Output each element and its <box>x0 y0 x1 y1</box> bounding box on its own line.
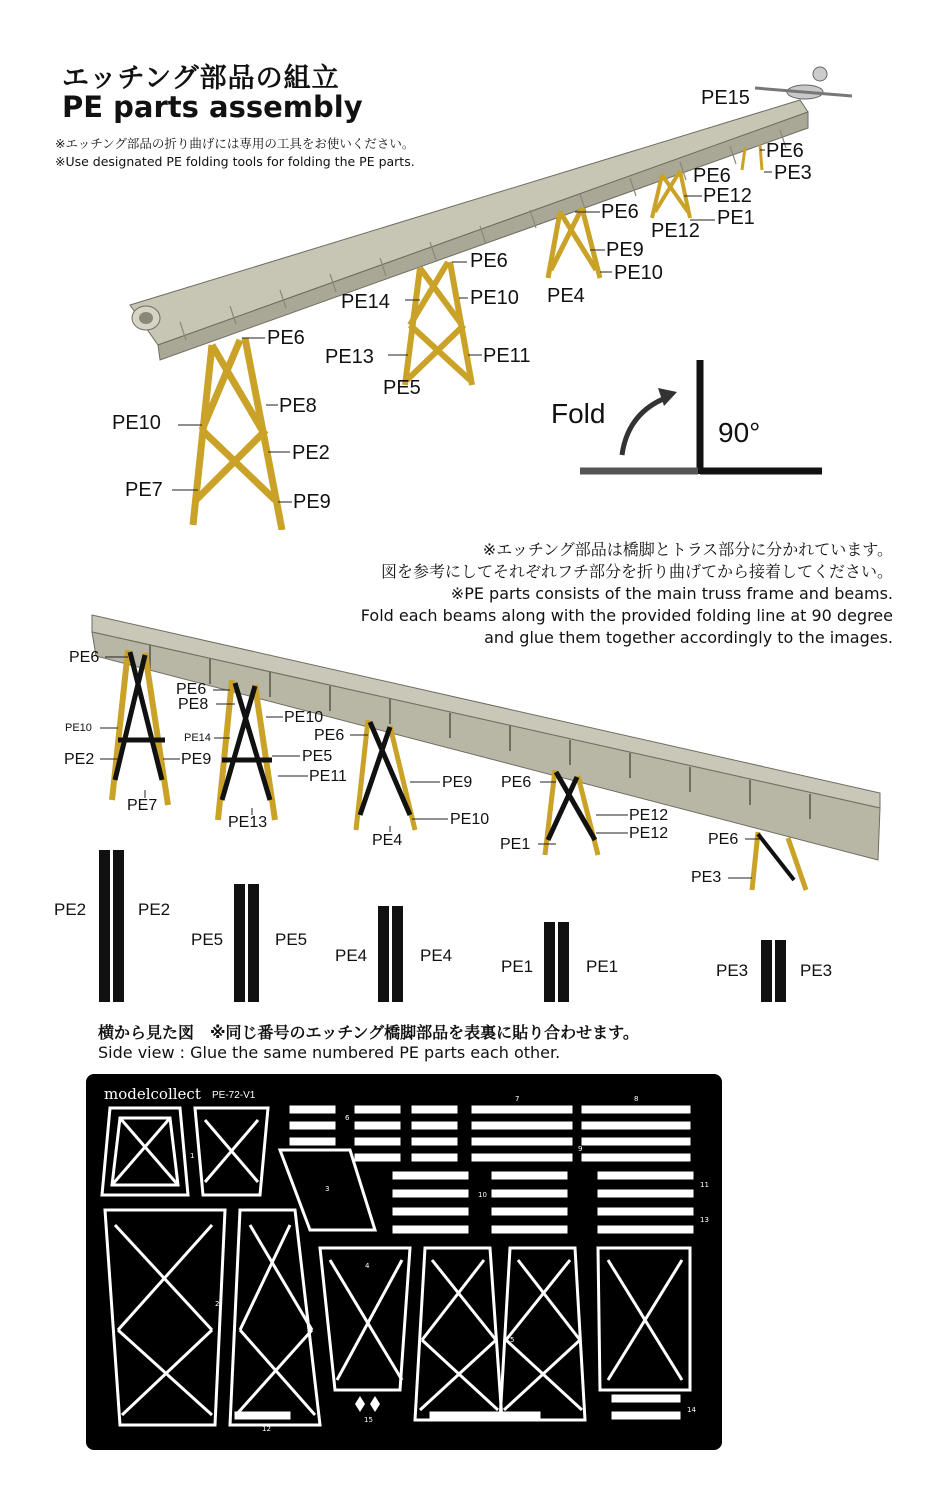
f2-label-pe13: PE13 <box>228 814 268 831</box>
f1-label-pe10-c: PE10 <box>112 412 161 434</box>
title-en: PE parts assembly <box>62 90 363 124</box>
fret-number-12: 12 <box>262 1425 271 1433</box>
fret-number-4: 4 <box>365 1262 370 1270</box>
f1-label-pe15: PE15 <box>701 87 750 109</box>
instruction-jp-2: 図を参考にしてそれぞれフチ部分を折り曲げてから接着してください。 <box>380 562 893 581</box>
f1-label-pe6-a: PE6 <box>766 140 804 162</box>
f2-label-pe10-a: PE10 <box>65 722 92 734</box>
f1-label-pe2: PE2 <box>292 442 330 464</box>
side-label-pe2-right: PE2 <box>138 900 171 919</box>
f2-label-pe12-b: PE12 <box>629 825 669 842</box>
f1-label-pe1: PE1 <box>717 207 755 229</box>
instruction-en-3: and glue them together accordingly to the images. <box>484 628 893 647</box>
f2-label-pe9-a: PE9 <box>181 751 212 768</box>
fret-number-14: 14 <box>687 1406 696 1414</box>
f2-label-pe9-b: PE9 <box>442 774 473 791</box>
f2-label-pe2: PE2 <box>64 751 95 768</box>
f1-label-pe9-a: PE9 <box>606 239 644 261</box>
fret-brand: modelcollect <box>104 1085 201 1103</box>
f1-label-pe7: PE7 <box>125 479 163 501</box>
f2-label-pe11: PE11 <box>309 768 347 785</box>
fret-number-13: 13 <box>700 1216 709 1224</box>
side-view-caption-jp: 横から見た図 ※同じ番号のエッチング橋脚部品を表裏に貼り合わせます。 <box>98 1023 639 1042</box>
f1-label-pe11: PE11 <box>483 345 531 367</box>
instruction-en-1: ※PE parts consists of the main truss frame and beams. <box>450 584 893 603</box>
f2-label-pe7: PE7 <box>127 797 158 814</box>
f1-label-pe9-b: PE9 <box>293 491 331 513</box>
note-jp: ※エッチング部品の折り曲げには専用の工具をお使いください。 <box>55 136 415 151</box>
f2-label-pe10-b: PE10 <box>284 709 324 726</box>
side-label-pe3-right: PE3 <box>800 961 833 980</box>
f1-label-pe14: PE14 <box>341 291 390 313</box>
fret-number-8: 8 <box>634 1095 639 1103</box>
f2-label-pe6-c: PE6 <box>314 727 345 744</box>
f1-label-pe5: PE5 <box>383 377 421 399</box>
title-jp: エッチング部品の組立 <box>62 63 340 94</box>
fret-number-1: 1 <box>190 1152 195 1160</box>
f1-label-pe6-c: PE6 <box>601 201 639 223</box>
fret-number-10: 10 <box>478 1191 487 1199</box>
instruction-jp-1: ※エッチング部品は橋脚とトラス部分に分かれています。 <box>482 540 893 559</box>
f2-label-pe14: PE14 <box>184 732 211 744</box>
f1-label-pe10-b: PE10 <box>470 287 519 309</box>
fold-label: Fold <box>551 398 606 429</box>
side-label-pe5-left: PE5 <box>191 930 224 949</box>
f1-label-pe12-a: PE12 <box>703 185 752 207</box>
f1-label-pe6-d: PE6 <box>470 250 508 272</box>
fret-number-7: 7 <box>515 1095 520 1103</box>
fret-number-9: 9 <box>578 1145 583 1153</box>
f2-label-pe1: PE1 <box>500 836 531 853</box>
f1-label-pe10-a: PE10 <box>614 262 663 284</box>
fret-number-2: 2 <box>215 1300 220 1308</box>
f2-label-pe6-e: PE6 <box>708 831 739 848</box>
fret-number-5: 5 <box>510 1336 515 1344</box>
f1-label-pe6-b: PE6 <box>693 165 731 187</box>
fret-number-3: 3 <box>325 1185 330 1193</box>
f2-label-pe6-d: PE6 <box>501 774 532 791</box>
side-label-pe1-left: PE1 <box>501 957 534 976</box>
f2-label-pe6-a: PE6 <box>69 649 100 666</box>
fret-code: PE-72-V1 <box>212 1090 256 1101</box>
side-label-pe4-left: PE4 <box>335 946 368 965</box>
f2-label-pe5: PE5 <box>302 748 333 765</box>
fold-angle-label: 90° <box>718 417 761 448</box>
f1-label-pe3: PE3 <box>774 162 812 184</box>
f1-label-pe12-b: PE12 <box>651 220 700 242</box>
fret-number-11: 11 <box>700 1181 709 1189</box>
instruction-en-2: Fold each beams along with the provided folding line at 90 degree <box>360 606 893 625</box>
f2-label-pe3: PE3 <box>691 869 722 886</box>
side-label-pe5-right: PE5 <box>275 930 308 949</box>
f1-label-pe6-e: PE6 <box>267 327 305 349</box>
side-label-pe1-right: PE1 <box>586 957 619 976</box>
f2-label-pe4: PE4 <box>372 832 403 849</box>
f1-label-pe4: PE4 <box>547 285 585 307</box>
side-label-pe4-right: PE4 <box>420 946 453 965</box>
f1-label-pe13: PE13 <box>325 346 374 368</box>
f2-label-pe10-c: PE10 <box>450 811 490 828</box>
fret-number-6: 6 <box>345 1114 350 1122</box>
side-label-pe3-left: PE3 <box>716 961 749 980</box>
f2-label-pe8: PE8 <box>178 696 209 713</box>
note-en: ※Use designated PE folding tools for folding the PE parts. <box>55 154 415 169</box>
side-label-pe2-left: PE2 <box>54 900 87 919</box>
fret-number-15: 15 <box>364 1416 373 1424</box>
f2-label-pe12-a: PE12 <box>629 807 669 824</box>
side-view-caption-en: Side view : Glue the same numbered PE parts each other. <box>98 1043 561 1062</box>
f1-label-pe8: PE8 <box>279 395 317 417</box>
f2-label-pe6-b: PE6 <box>176 681 207 698</box>
